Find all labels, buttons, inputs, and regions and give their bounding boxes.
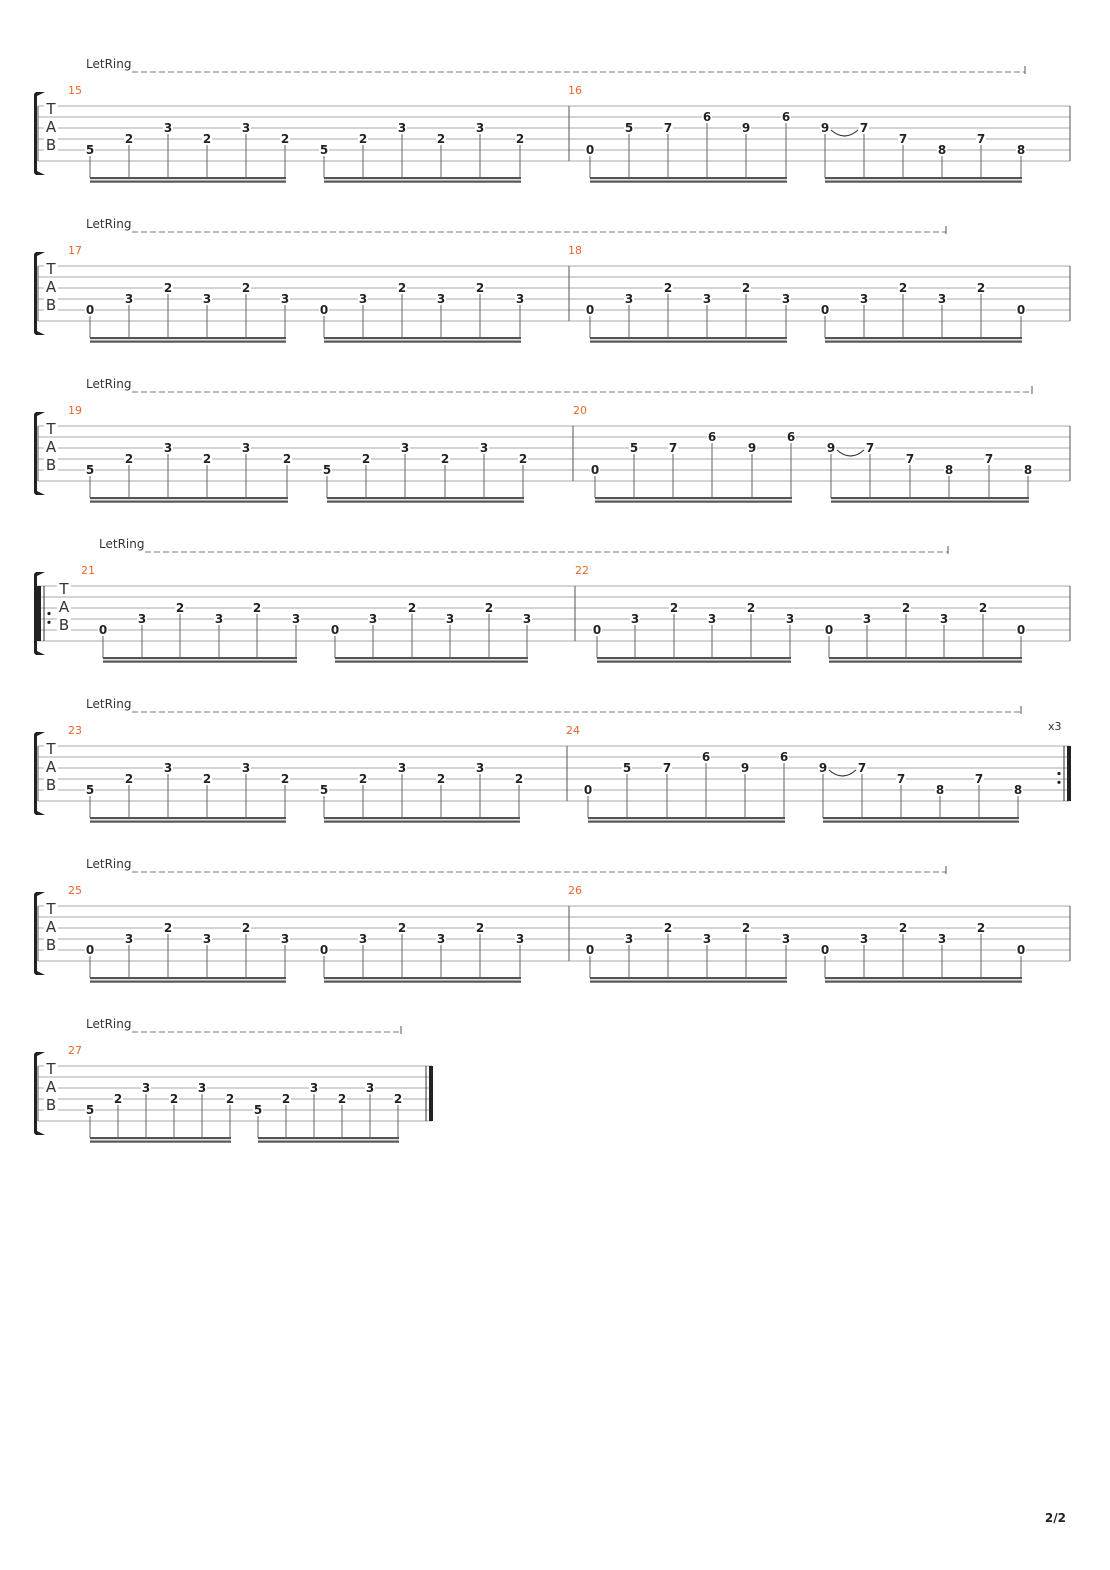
beam: [597, 661, 791, 663]
fret-number: 0: [1016, 943, 1026, 957]
final-barline: [429, 1066, 433, 1121]
fret-number: 3: [475, 121, 485, 135]
fret-number: 6: [707, 430, 717, 444]
fret-number: 2: [280, 772, 290, 786]
letring-label: LetRing: [99, 537, 145, 551]
fret-number: 2: [901, 601, 911, 615]
measure-number: 15: [68, 84, 82, 97]
fret-number: 3: [400, 441, 410, 455]
beam: [588, 817, 785, 819]
fret-number: 2: [669, 601, 679, 615]
fret-number: 3: [163, 441, 173, 455]
fret-number: 3: [702, 932, 712, 946]
beam: [597, 657, 791, 659]
fret-number: 9: [818, 761, 828, 775]
repeat-dot: [47, 612, 50, 615]
fret-number: 3: [309, 1081, 319, 1095]
beam: [831, 501, 1029, 503]
beam: [829, 657, 1022, 659]
beam: [90, 341, 286, 343]
fret-number: 7: [905, 452, 915, 466]
fret-number: 3: [280, 292, 290, 306]
fret-number: 3: [141, 1081, 151, 1095]
beam: [90, 177, 286, 179]
beam: [324, 817, 520, 819]
fret-number: 3: [358, 292, 368, 306]
fret-number: 2: [163, 281, 173, 295]
beam: [90, 821, 286, 823]
fret-number: 9: [740, 761, 750, 775]
fret-number: 2: [358, 772, 368, 786]
fret-number: 2: [746, 601, 756, 615]
fret-number: 5: [322, 463, 332, 477]
fret-number: 2: [475, 281, 485, 295]
fret-number: 2: [169, 1092, 179, 1106]
measure-number: 24: [566, 724, 580, 737]
fret-number: 0: [585, 143, 595, 157]
fret-number: 2: [281, 1092, 291, 1106]
fret-number: 2: [124, 132, 134, 146]
fret-number: 3: [436, 292, 446, 306]
beam: [823, 817, 1019, 819]
fret-number: 7: [859, 121, 869, 135]
tab-clef-letter: T: [46, 1060, 56, 1078]
slur-arc: [837, 450, 864, 456]
fret-number: 3: [137, 612, 147, 626]
fret-number: 2: [113, 1092, 123, 1106]
measure-number: 27: [68, 1044, 82, 1057]
beam: [324, 981, 521, 983]
beam: [90, 981, 286, 983]
fret-number: 2: [436, 772, 446, 786]
fret-number: 5: [85, 1103, 95, 1117]
fret-number: 2: [280, 132, 290, 146]
fret-number: 2: [202, 132, 212, 146]
fret-number: 3: [937, 932, 947, 946]
tab-clef-letter: A: [45, 758, 57, 776]
fret-number: 6: [701, 750, 711, 764]
fret-number: 0: [85, 303, 95, 317]
repeat-dot: [1057, 772, 1060, 775]
tab-clef-letter: B: [45, 936, 57, 954]
fret-number: 2: [976, 281, 986, 295]
fret-number: 7: [898, 132, 908, 146]
measure-number: 26: [568, 884, 582, 897]
fret-number: 7: [857, 761, 867, 775]
fret-number: 3: [785, 612, 795, 626]
beam: [335, 657, 528, 659]
beam: [324, 977, 521, 979]
tab-clef-letter: T: [46, 260, 56, 278]
fret-number: 3: [241, 761, 251, 775]
fret-number: 2: [741, 921, 751, 935]
fret-number: 0: [85, 943, 95, 957]
beam: [829, 661, 1022, 663]
fret-number: 2: [163, 921, 173, 935]
fret-number: 2: [393, 1092, 403, 1106]
beam: [595, 497, 792, 499]
tab-clef-letter: T: [46, 900, 56, 918]
fret-number: 6: [786, 430, 796, 444]
fret-number: 8: [1016, 143, 1026, 157]
tab-clef-letter: A: [45, 1078, 57, 1096]
fret-number: 7: [668, 441, 678, 455]
fret-number: 3: [702, 292, 712, 306]
system-bracket: [34, 252, 45, 335]
fret-number: 0: [98, 623, 108, 637]
fret-number: 6: [779, 750, 789, 764]
fret-number: 3: [624, 292, 634, 306]
beam: [825, 341, 1022, 343]
fret-number: 6: [781, 110, 791, 124]
fret-number: 2: [124, 772, 134, 786]
repeat-dot: [1057, 781, 1060, 784]
fret-number: 2: [241, 281, 251, 295]
fret-number: 3: [859, 932, 869, 946]
measure-number: 21: [81, 564, 95, 577]
fret-number: 8: [935, 783, 945, 797]
fret-number: 3: [515, 292, 525, 306]
fret-number: 9: [826, 441, 836, 455]
tab-clef-letter: A: [45, 438, 57, 456]
fret-number: 0: [585, 943, 595, 957]
fret-number: 3: [397, 121, 407, 135]
tab-clef-letter: A: [45, 278, 57, 296]
fret-number: 5: [624, 121, 634, 135]
measure-number: 25: [68, 884, 82, 897]
letring-label: LetRing: [86, 57, 132, 71]
fret-number: 6: [702, 110, 712, 124]
fret-number: 3: [862, 612, 872, 626]
beam: [90, 337, 286, 339]
beam: [590, 177, 787, 179]
fret-number: 2: [898, 281, 908, 295]
fret-number: 2: [484, 601, 494, 615]
beam: [324, 177, 521, 179]
measure-number: 23: [68, 724, 82, 737]
beam: [90, 497, 288, 499]
beam: [324, 181, 521, 183]
beam: [90, 181, 286, 183]
fret-number: 3: [368, 612, 378, 626]
beam: [90, 977, 286, 979]
measure-number: 18: [568, 244, 582, 257]
beam: [590, 977, 787, 979]
tab-clef-letter: B: [58, 616, 70, 634]
beam: [590, 337, 787, 339]
measure-number: 22: [575, 564, 589, 577]
beam: [825, 977, 1022, 979]
beam: [258, 1137, 399, 1139]
fret-number: 0: [585, 303, 595, 317]
fret-number: 2: [515, 132, 525, 146]
fret-number: 3: [163, 121, 173, 135]
fret-number: 8: [1013, 783, 1023, 797]
beam: [90, 1141, 231, 1143]
fret-number: 0: [824, 623, 834, 637]
fret-number: 5: [85, 143, 95, 157]
fret-number: 8: [944, 463, 954, 477]
letring-label: LetRing: [86, 857, 132, 871]
fret-number: 0: [319, 303, 329, 317]
beam: [324, 821, 520, 823]
fret-number: 0: [583, 783, 593, 797]
page-number: 2/2: [1044, 1511, 1066, 1525]
beam: [258, 1141, 399, 1143]
fret-number: 8: [1023, 463, 1033, 477]
fret-number: 2: [202, 772, 212, 786]
fret-number: 3: [445, 612, 455, 626]
fret-number: 3: [937, 292, 947, 306]
fret-number: 5: [319, 143, 329, 157]
beam: [324, 337, 521, 339]
tab-clef-letter: B: [45, 1096, 57, 1114]
fret-number: 2: [518, 452, 528, 466]
slur-arc: [829, 770, 856, 776]
measure-number: 19: [68, 404, 82, 417]
fret-number: 3: [124, 292, 134, 306]
fret-number: 2: [282, 452, 292, 466]
beam: [90, 501, 288, 503]
system-bracket: [34, 732, 45, 815]
system-bracket: [34, 892, 45, 975]
beam: [823, 821, 1019, 823]
fret-number: 7: [984, 452, 994, 466]
beam: [825, 337, 1022, 339]
fret-number: 3: [436, 932, 446, 946]
slur-arc: [831, 130, 858, 136]
beam: [590, 981, 787, 983]
repeat-dot: [47, 621, 50, 624]
fret-number: 5: [319, 783, 329, 797]
fret-number: 3: [397, 761, 407, 775]
letring-label: LetRing: [86, 1017, 132, 1031]
fret-number: 3: [197, 1081, 207, 1095]
fret-number: 3: [241, 441, 251, 455]
tab-clef-letter: B: [45, 456, 57, 474]
fret-number: 2: [397, 921, 407, 935]
system-bracket: [34, 412, 45, 495]
tab-clef-letter: T: [46, 420, 56, 438]
repeat-end-barline: [1067, 746, 1071, 801]
fret-number: 2: [358, 132, 368, 146]
fret-number: 2: [225, 1092, 235, 1106]
fret-number: 3: [202, 292, 212, 306]
fret-number: 0: [1016, 303, 1026, 317]
fret-number: 2: [337, 1092, 347, 1106]
fret-number: 3: [630, 612, 640, 626]
beam: [324, 341, 521, 343]
fret-number: 2: [436, 132, 446, 146]
fret-number: 7: [974, 772, 984, 786]
beam: [90, 1137, 231, 1139]
letring-label: LetRing: [86, 377, 132, 391]
fret-number: 2: [976, 921, 986, 935]
beam: [825, 177, 1022, 179]
fret-number: 0: [590, 463, 600, 477]
tab-clef-letter: B: [45, 136, 57, 154]
fret-number: 2: [407, 601, 417, 615]
fret-number: 3: [241, 121, 251, 135]
fret-number: 5: [622, 761, 632, 775]
fret-number: 9: [820, 121, 830, 135]
fret-number: 0: [1016, 623, 1026, 637]
fret-number: 2: [175, 601, 185, 615]
measure-number: 17: [68, 244, 82, 257]
fret-number: 2: [514, 772, 524, 786]
fret-number: 2: [663, 281, 673, 295]
fret-number: 0: [330, 623, 340, 637]
tab-clef-letter: T: [46, 100, 56, 118]
fret-number: 3: [939, 612, 949, 626]
fret-number: 9: [747, 441, 757, 455]
beam: [103, 657, 297, 659]
fret-number: 2: [361, 452, 371, 466]
fret-number: 3: [781, 292, 791, 306]
fret-number: 7: [865, 441, 875, 455]
fret-number: 3: [479, 441, 489, 455]
fret-number: 0: [319, 943, 329, 957]
fret-number: 9: [741, 121, 751, 135]
fret-number: 3: [291, 612, 301, 626]
fret-number: 7: [662, 761, 672, 775]
tab-clef-letter: A: [45, 118, 57, 136]
tab-clef-letter: A: [45, 918, 57, 936]
repeat-count: x3: [1048, 720, 1062, 733]
tab-clef-letter: B: [45, 776, 57, 794]
fret-number: 3: [624, 932, 634, 946]
fret-number: 5: [85, 463, 95, 477]
fret-number: 5: [85, 783, 95, 797]
measure-number: 20: [573, 404, 587, 417]
fret-number: 2: [397, 281, 407, 295]
tab-clef-letter: A: [58, 598, 70, 616]
fret-number: 5: [629, 441, 639, 455]
measure-number: 16: [568, 84, 582, 97]
letring-label: LetRing: [86, 697, 132, 711]
beam: [327, 501, 524, 503]
fret-number: 2: [440, 452, 450, 466]
beam: [590, 181, 787, 183]
fret-number: 8: [937, 143, 947, 157]
fret-number: 3: [124, 932, 134, 946]
beam: [825, 181, 1022, 183]
fret-number: 3: [522, 612, 532, 626]
beam: [327, 497, 524, 499]
fret-number: 2: [124, 452, 134, 466]
fret-number: 5: [253, 1103, 263, 1117]
tab-clef-letter: T: [46, 740, 56, 758]
fret-number: 2: [475, 921, 485, 935]
fret-number: 3: [781, 932, 791, 946]
fret-number: 7: [896, 772, 906, 786]
tab-clef-letter: B: [45, 296, 57, 314]
fret-number: 0: [592, 623, 602, 637]
fret-number: 3: [515, 932, 525, 946]
fret-number: 2: [898, 921, 908, 935]
fret-number: 3: [365, 1081, 375, 1095]
fret-number: 3: [163, 761, 173, 775]
beam: [595, 501, 792, 503]
beam: [335, 661, 528, 663]
fret-number: 3: [358, 932, 368, 946]
beam: [590, 341, 787, 343]
tab-clef-letter: T: [59, 580, 69, 598]
fret-number: 2: [252, 601, 262, 615]
beam: [588, 821, 785, 823]
fret-number: 0: [820, 303, 830, 317]
fret-number: 3: [707, 612, 717, 626]
fret-number: 0: [820, 943, 830, 957]
letring-label: LetRing: [86, 217, 132, 231]
fret-number: 3: [475, 761, 485, 775]
fret-number: 3: [280, 932, 290, 946]
fret-number: 3: [214, 612, 224, 626]
fret-number: 2: [202, 452, 212, 466]
beam: [103, 661, 297, 663]
fret-number: 2: [663, 921, 673, 935]
fret-number: 7: [976, 132, 986, 146]
fret-number: 3: [859, 292, 869, 306]
repeat-start-barline: [37, 586, 41, 641]
beam: [90, 817, 286, 819]
system-bracket: [34, 92, 45, 175]
fret-number: 2: [241, 921, 251, 935]
fret-number: 3: [202, 932, 212, 946]
fret-number: 2: [741, 281, 751, 295]
fret-number: 2: [978, 601, 988, 615]
beam: [831, 497, 1029, 499]
fret-number: 7: [663, 121, 673, 135]
system-bracket: [34, 1052, 45, 1135]
beam: [825, 981, 1022, 983]
